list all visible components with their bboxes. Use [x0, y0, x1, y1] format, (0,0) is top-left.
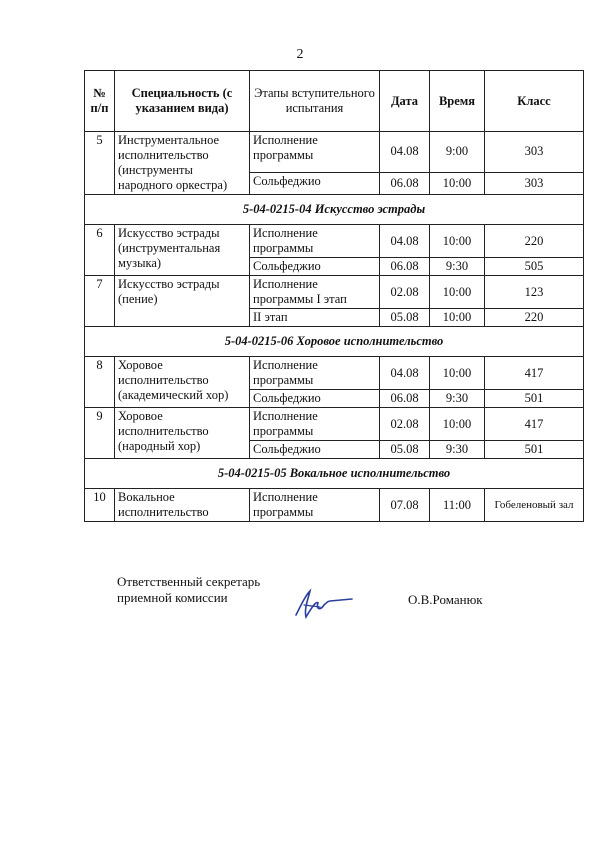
header-specialty: Специальность (с указанием вида) — [115, 71, 250, 132]
row-stage: Исполнение программы — [250, 357, 380, 390]
table-row — [85, 276, 584, 309]
row-date: 02.08 — [380, 408, 430, 441]
page-number: 2 — [296, 47, 304, 62]
row-num: 5 — [85, 132, 115, 195]
row-stage: II этап — [250, 309, 380, 327]
header-date: Дата — [380, 71, 430, 132]
row-date: 05.08 — [380, 309, 430, 327]
row-date: 04.08 — [380, 132, 430, 173]
row-time: 10:00 — [430, 309, 485, 327]
row-time: 10:00 — [430, 357, 485, 390]
table-row — [85, 357, 584, 390]
section-title: 5-04-0215-04 Искусство эстрады — [85, 195, 584, 225]
row-time: 9:30 — [430, 258, 485, 276]
row-room: 220 — [485, 225, 584, 258]
row-room: 303 — [485, 172, 584, 194]
signatory-position: Ответственный секретарь приемной комиссии — [117, 574, 261, 605]
table-row — [85, 489, 584, 522]
exam-schedule-table — [84, 70, 584, 522]
row-stage: Сольфеджио — [250, 172, 380, 194]
section-header — [85, 195, 584, 225]
row-num: 6 — [85, 225, 115, 276]
row-date: 04.08 — [380, 225, 430, 258]
row-date: 06.08 — [380, 172, 430, 194]
row-room: 123 — [485, 276, 584, 309]
row-num: 8 — [85, 357, 115, 408]
row-time: 10:00 — [430, 276, 485, 309]
row-stage: Сольфеджио — [250, 441, 380, 459]
row-time: 10:00 — [430, 408, 485, 441]
row-room: 505 — [485, 258, 584, 276]
signatory-name: О.В.Романюк — [408, 592, 483, 607]
row-specialty: Искусство эстрады (пение) — [115, 276, 250, 327]
row-date: 06.08 — [380, 258, 430, 276]
row-date: 07.08 — [380, 489, 430, 522]
row-specialty: Хоровое исполнительство (народный хор) — [115, 408, 250, 459]
row-date: 06.08 — [380, 390, 430, 408]
header-stages: Этапы вступительного испытания — [250, 71, 380, 132]
row-room: 501 — [485, 390, 584, 408]
row-room: 417 — [485, 408, 584, 441]
row-specialty: Хоровое исполнительство (академический хор) — [115, 357, 250, 408]
row-date: 02.08 — [380, 276, 430, 309]
header-time: Время — [430, 71, 485, 132]
row-room: 417 — [485, 357, 584, 390]
row-time: 10:00 — [430, 172, 485, 194]
header-room: Класс — [485, 71, 584, 132]
row-room: 501 — [485, 441, 584, 459]
section-title: 5-04-0215-05 Вокальное исполнительство — [85, 459, 584, 489]
row-date: 05.08 — [380, 441, 430, 459]
row-specialty: Искусство эстрады (инструментальная музыка) — [115, 225, 250, 276]
row-num: 9 — [85, 408, 115, 459]
section-header — [85, 459, 584, 489]
table-row — [85, 408, 584, 441]
row-specialty: Инструментальное исполнительство (инструменты народного оркестра) — [115, 132, 250, 195]
section-title: 5-04-0215-06 Хоровое исполнительство — [85, 327, 584, 357]
table-row — [85, 225, 584, 258]
row-room: 220 — [485, 309, 584, 327]
row-stage: Сольфеджио — [250, 258, 380, 276]
table-header-row — [85, 71, 584, 132]
row-room: 303 — [485, 132, 584, 173]
row-time: 11:00 — [430, 489, 485, 522]
section-header — [85, 327, 584, 357]
header-num: № п/п — [85, 71, 115, 132]
row-stage: Исполнение программы I этап — [250, 276, 380, 309]
row-stage: Исполнение программы — [250, 225, 380, 258]
row-time: 9:30 — [430, 441, 485, 459]
row-stage: Сольфеджио — [250, 390, 380, 408]
row-time: 10:00 — [430, 225, 485, 258]
row-room: Гобеленовый зал — [485, 489, 584, 522]
signature-icon — [290, 585, 360, 625]
row-num: 10 — [85, 489, 115, 522]
row-num: 7 — [85, 276, 115, 327]
row-stage: Исполнение программы — [250, 132, 380, 173]
row-specialty: Вокальное исполнительство — [115, 489, 250, 522]
row-time: 9:00 — [430, 132, 485, 173]
table-row — [85, 132, 584, 173]
row-stage: Исполнение программы — [250, 489, 380, 522]
row-date: 04.08 — [380, 357, 430, 390]
row-time: 9:30 — [430, 390, 485, 408]
row-stage: Исполнение программы — [250, 408, 380, 441]
